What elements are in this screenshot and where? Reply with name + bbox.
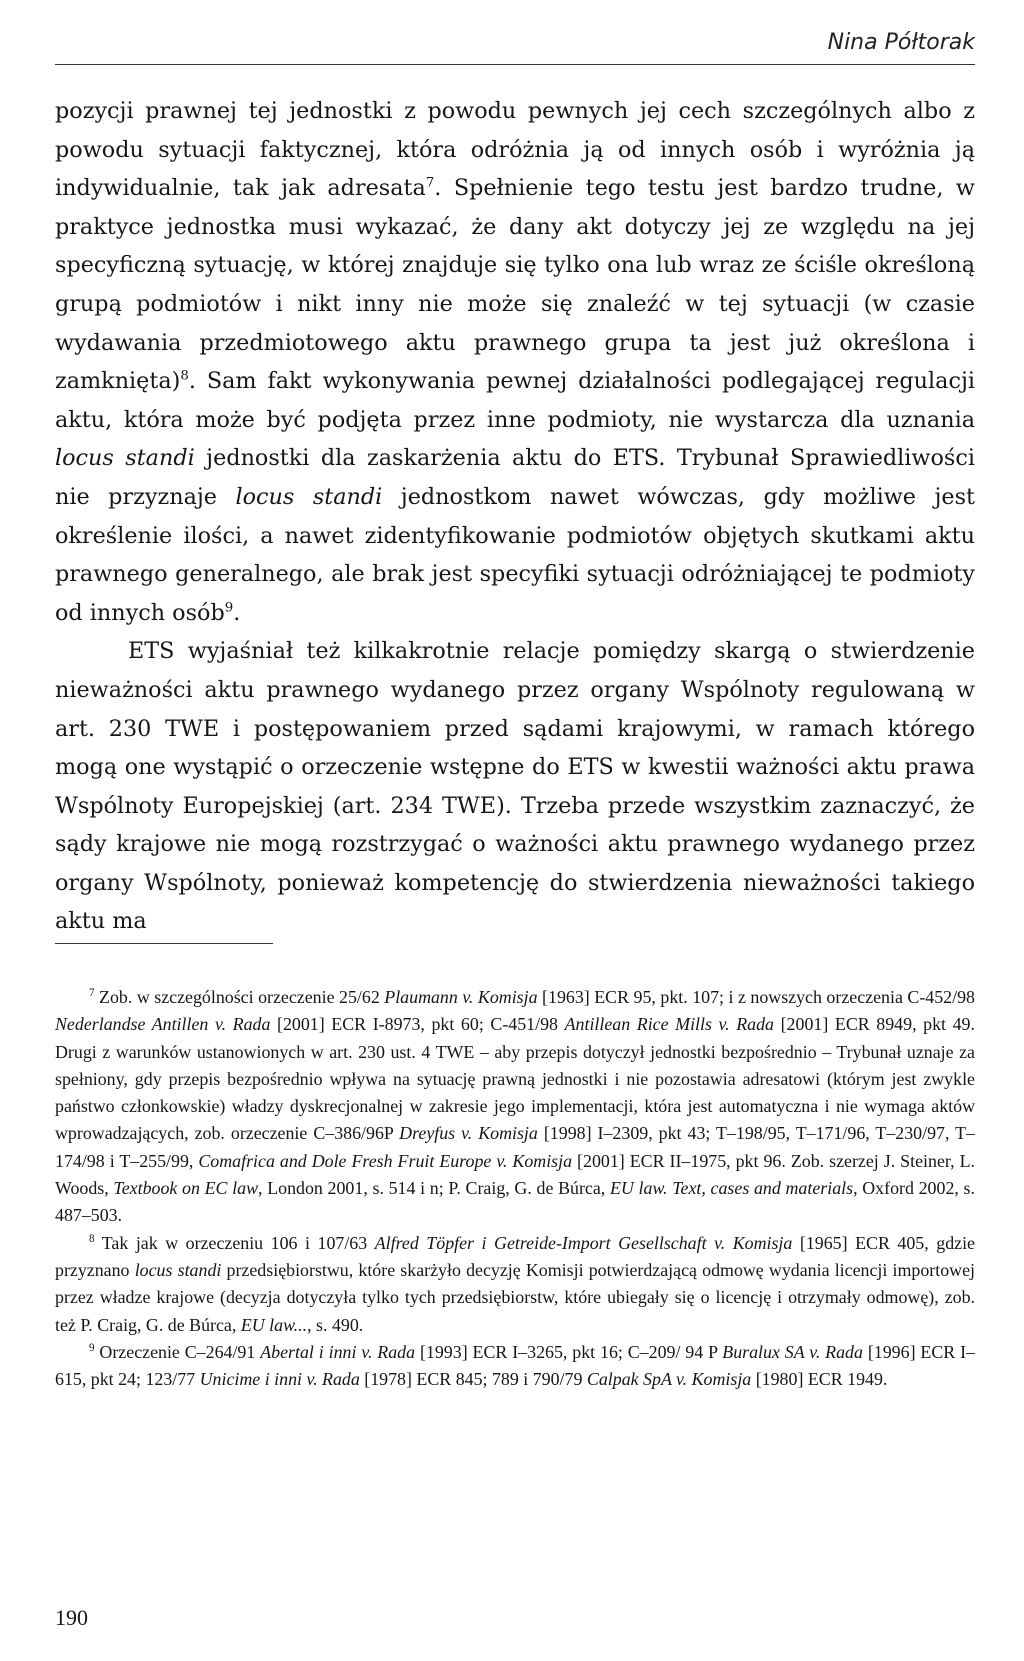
footnote-number: 7	[89, 987, 95, 1000]
footnote-separator	[55, 943, 273, 944]
case-name: Alfred Töpfer i Getreide-Import Gesellschaft v. Komisja	[374, 1232, 793, 1253]
running-header-author: Nina Półtorak	[827, 30, 975, 55]
italic-term: locus standi	[55, 445, 195, 472]
case-name: Plaumann v. Komisja	[384, 987, 538, 1007]
text-run: Orzeczenie C–264/91	[94, 1341, 261, 1362]
book-title: EU law...	[240, 1314, 308, 1335]
case-name: Dreyfus v. Komisja	[399, 1123, 538, 1144]
text-run: pozycji prawnej tej jednostki z powodu pewnych jej cech szczególnych albo z powodu sytuacji faktycznej, która odróżnia ją od innych osób i wyróżnia ją indywidualnie, tak jak adresata	[55, 98, 975, 202]
footnote-9	[55, 1339, 975, 1394]
case-name: Abertal i inni v. Rada	[260, 1341, 416, 1362]
paragraph-2: ETS wyjaśniał też kilkakrotnie relacje pomiędzy skargą o stwierdzenie nieważności aktu prawnego wydanego przez organy Wspólnoty regulowaną w art. 230 TWE i postępowaniem przed sądami krajowymi, w ramach którego mogą one wystąpić o orzeczenie wstępne do ETS w kwestii ważności aktu prawa Wspólnoty Europejskiej (art. 234 TWE). Trzeba przede wszystkim zaznaczyć, że sądy krajowe nie mogą rozstrzygać o ważności aktu prawnego wydanego przez organy Wspólnoty, ponieważ kompetencję do stwierdzenia nieważności takiego aktu ma	[55, 638, 975, 935]
text-run: Tak jak w orzeczeniu 106 i 107/63	[94, 1232, 375, 1253]
text-run: jednostkom nawet wówczas, gdy możliwe jest określenie ilości, a nawet zidentyfikowanie podmiotów objętych skutkami aktu prawnego generalnego, ale brak jest specyfiki sytuacji odróżniającej te podmioty od innych osób	[55, 483, 975, 626]
text-run: . Sam fakt wykonywania pewnej działalności podlegającej regulacji aktu, która może być podjęta przez inne podmioty, nie wystarcza dla uznania	[55, 368, 975, 433]
case-name: Nederlandse Antillen v. Rada	[55, 1014, 271, 1035]
text-run: [1963] ECR 95, pkt. 107; i z nowszych orzeczenia C-452/98	[537, 987, 975, 1007]
text-run: , s. 490.	[307, 1314, 364, 1335]
text-run: , London 2001, s. 514 i n; P. Craig, G. de Búrca,	[258, 1178, 610, 1199]
header-rule	[55, 64, 975, 65]
case-name: Unicime i inni v. Rada	[199, 1369, 360, 1390]
text-run: przedsiębiorstwu, które skarżyło decyzję Komisji potwierdzającą odmowę wydania licencji importowej przez władze krajowe (decyzja dotyczyła tylko tych przedsiębiorstw, które ubiegały się o licencję i otrzymały odmowę), zob. też P. Craig, G. de Búrca,	[55, 1259, 975, 1335]
page-number: 190	[55, 1605, 88, 1630]
text-run: [2001] ECR II–1975, pkt 96. Zob. szerzej J. Steiner, L. Woods,	[55, 1150, 975, 1199]
footnote-ref-7[interactable]: 7	[425, 175, 435, 191]
footnotes	[55, 984, 975, 1393]
footnote-number: 8	[89, 1232, 95, 1245]
italic-term: locus standi	[134, 1259, 222, 1280]
case-name: Buralux SA v. Rada	[722, 1341, 863, 1362]
book-title: Textbook on EC law	[113, 1178, 259, 1199]
text-run: [1996] ECR I–615, pkt 24; 123/77	[55, 1341, 975, 1390]
text-run: Zob. w szczególności orzeczenie 25/62	[94, 987, 385, 1007]
text-run: .	[233, 599, 241, 626]
footnote-7	[55, 984, 975, 1230]
paragraph-1	[55, 92, 975, 632]
case-name: Comafrica and Dole Fresh Fruit Europe v. Komisja	[198, 1150, 573, 1171]
text-run: [2001] ECR 8949, pkt 49. Drugi z warunków ustanowionych w art. 230 ust. 4 TWE – aby przepis dotyczył jednostki bezpośrednio – Trybunał uznaje za spełniony, gdy przepis bezpośrednio wpływa na sytuację prawną jednostki i nie pozostawia adresatowi (którym jest zwykle państwo członkowskie) władzy dyskrecjonalnej w zakresie jego implementacji, która jest automatyczna i nie wymaga aktów wprowadzających, zob. orzeczenie C–386/96P	[55, 1014, 975, 1144]
text-run: . Spełnienie tego testu jest bardzo trudne, w praktyce jednostka musi wykazać, że dany akt dotyczy jej ze względu na jej specyficzną sytuację, w której znajduje się tylko ona lub wraz ze ściśle określoną grupą podmiotów i nikt inny nie może się znaleźć w tej sytuacji (w czasie wydawania przedmiotowego aktu prawnego grupa ta jest już określona i zamknięta)	[55, 175, 975, 395]
footnote-number: 9	[89, 1341, 95, 1354]
footnote-ref-9[interactable]: 9	[224, 600, 234, 616]
footnote-ref-8[interactable]: 8	[180, 368, 189, 384]
text-run: [1993] ECR I–3265, pkt 16; C–209/ 94 P	[415, 1341, 723, 1362]
italic-term: locus standi	[235, 483, 383, 510]
text-run: [1978] ECR 845; 789 i 790/79	[359, 1369, 587, 1390]
text-run: [2001] ECR I-8973, pkt 60; C-451/98	[270, 1014, 565, 1035]
text-run: [1998] I–2309, pkt 43; T–198/95, T–171/96, T–230/97, T–174/98 i T–255/99,	[55, 1123, 975, 1171]
footnote-8	[55, 1230, 975, 1339]
body-text	[55, 92, 975, 941]
case-name: Antillean Rice Mills v. Rada	[564, 1014, 774, 1035]
text-run: [1965] ECR 405, gdzie przyznano	[55, 1232, 975, 1280]
book-title: EU law. Text, cases and materials	[609, 1178, 854, 1199]
text-run: jednostki dla zaskarżenia aktu do ETS. Trybunał Sprawiedliwości nie przyznaje	[55, 445, 975, 510]
text-run: , Oxford 2002, s. 487–503.	[55, 1178, 975, 1226]
text-run: [1980] ECR 1949.	[751, 1369, 888, 1390]
case-name: Calpak SpA v. Komisja	[586, 1369, 752, 1390]
